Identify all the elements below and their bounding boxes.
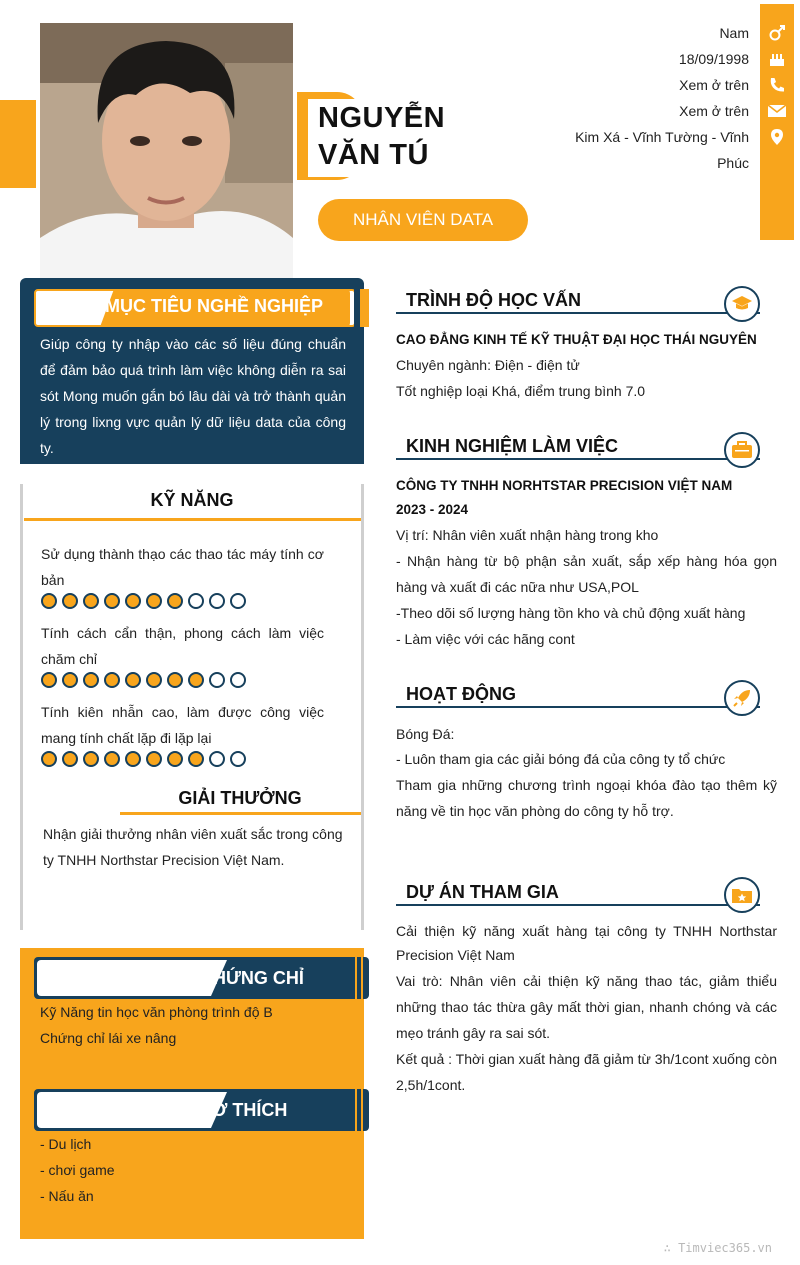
experience-duty: - Làm việc với các hãng cont: [396, 631, 575, 647]
experience-company: CÔNG TY TNHH NORHTSTAR PRECISION VIỆT NAM: [396, 478, 733, 493]
rating-dot-empty: [230, 672, 246, 688]
skill-label: Tính cách cẩn thận, phong cách làm việc chăm chỉ: [41, 625, 324, 667]
project-line: Vai trò: Nhân viên cải thiện kỹ năng thao tác, giảm thiểu những thao tác thừa gây mất thời gian, nhanh chóng và các mẹo tránh gây ra sai sót.: [396, 973, 777, 1041]
rating-dot-filled: [62, 672, 78, 688]
rating-dot-filled: [41, 593, 57, 609]
rating-dot-filled: [83, 593, 99, 609]
rating-dot-empty: [188, 593, 204, 609]
activities-title: HOẠT ĐỘNG: [406, 684, 516, 704]
profile-photo: [40, 23, 293, 278]
project-line: Kết quả : Thời gian xuất hàng đã giảm từ 3h/1cont xuống còn 2,5h/1cont.: [396, 1051, 777, 1093]
contact-icon-bar: [760, 4, 794, 240]
hobbies-header-bars: [355, 1089, 363, 1131]
contact-email: Xem ở trên: [679, 103, 749, 119]
awards-text: Nhận giải thưởng nhân viên xuất sắc trong công ty TNHH Northstar Precision Việt Nam.: [43, 826, 343, 868]
objective-header-bars: [351, 289, 369, 327]
certificate-item: Chứng chỉ lái xe nâng: [40, 1030, 177, 1046]
education-underline: [396, 312, 760, 314]
hobbies-title: SỞ THÍCH: [200, 1100, 288, 1120]
rating-dot-filled: [41, 672, 57, 688]
rating-dot-filled: [62, 593, 78, 609]
left-accent-bar: [0, 100, 36, 188]
rating-dot-filled: [146, 672, 162, 688]
rating-dot-empty: [230, 593, 246, 609]
experience-position: Vị trí: Nhân viên xuất nhận hàng trong kho: [396, 527, 659, 543]
briefcase-icon: [724, 432, 760, 468]
hobbies-header: [34, 1089, 369, 1131]
certificates-title: CHỨNG CHỈ: [200, 968, 304, 988]
rocket-icon: [724, 680, 760, 716]
gender-icon: [767, 20, 787, 46]
certificate-item: Kỹ Năng tin học văn phòng trình độ B: [40, 1004, 273, 1020]
email-icon: [767, 98, 787, 124]
rating-dot-filled: [188, 751, 204, 767]
activity-line: Tham gia những chương trình ngoại khóa đào tạo thêm kỹ năng về tin học văn phòng do công ty hỗ trợ.: [396, 777, 777, 819]
skill-label: Sử dụng thành thạo các thao tác máy tính cơ bản: [41, 546, 324, 588]
experience-period: 2023 - 2024: [396, 502, 469, 517]
rating-dot-filled: [83, 672, 99, 688]
skill-label: Tính kiên nhẫn cao, làm được công việc mang tính chất lặp đi lặp lại: [41, 704, 324, 746]
projects-title: DỰ ÁN THAM GIA: [406, 882, 559, 902]
rating-dot-filled: [104, 593, 120, 609]
rating-dot-filled: [167, 751, 183, 767]
certificates-header: [34, 957, 369, 999]
awards-underline: [120, 812, 361, 815]
awards-title: GIẢI THƯỞNG: [178, 788, 302, 808]
phone-icon: [767, 72, 787, 98]
hobby-item: - chơi game: [40, 1162, 115, 1178]
experience-duty: -Theo dõi số lượng hàng tồn kho và chủ động xuất hàng: [396, 605, 746, 621]
birthday-cake-icon: [767, 46, 787, 72]
contact-address: Kim Xá - Vĩnh Tường - Vĩnh Phúc: [575, 129, 749, 171]
star-folder-icon: [724, 877, 760, 913]
rating-dot-empty: [209, 672, 225, 688]
certificates-header-white: [37, 960, 227, 996]
rating-dot-filled: [146, 751, 162, 767]
skills-title: KỸ NĂNG: [150, 490, 234, 510]
education-grade: Tốt nghiệp loại Khá, điểm trung bình 7.0: [396, 383, 646, 399]
projects-underline: [396, 904, 760, 906]
skill-rating: [41, 593, 246, 609]
skill-rating: [41, 672, 246, 688]
rating-dot-filled: [188, 672, 204, 688]
rating-dot-empty: [230, 751, 246, 767]
contact-gender: Nam: [719, 25, 749, 41]
location-pin-icon: [767, 124, 787, 150]
name-line-2: VĂN TÚ: [318, 139, 429, 171]
rating-dot-filled: [41, 751, 57, 767]
rating-dot-empty: [209, 593, 225, 609]
rating-dot-filled: [62, 751, 78, 767]
name-line-1: NGUYỄN: [318, 102, 446, 134]
activity-line: Bóng Đá:: [396, 726, 455, 742]
job-title-pill: NHÂN VIÊN DATA: [318, 199, 528, 241]
skills-underline: [24, 518, 361, 521]
watermark: ∴ Timviec365.vn: [663, 1241, 772, 1255]
rating-dot-filled: [125, 751, 141, 767]
activity-line: - Luôn tham gia các giải bóng đá của công ty tổ chức: [396, 751, 726, 767]
rating-dot-empty: [209, 751, 225, 767]
education-major: Chuyên ngành: Điện - điện tử: [396, 357, 580, 373]
hobby-item: - Du lịch: [40, 1136, 92, 1152]
activities-underline: [396, 706, 760, 708]
hobbies-header-white: [37, 1092, 227, 1128]
rating-dot-filled: [146, 593, 162, 609]
project-line: Cải thiện kỹ năng xuất hàng tại công ty TNHH Northstar Precision Việt Nam: [396, 923, 777, 963]
hobby-item: - Nấu ăn: [40, 1188, 94, 1204]
objective-text: Giúp công ty nhập vào các số liệu đúng chuẩn để đảm bảo quá trình làm việc không diễn ra sai sót Mong muốn gắn bó lâu dài và trở thành quản lý trong lixng vực quản lý dữ liệu data của công ty.: [40, 336, 346, 456]
graduation-cap-icon: [724, 286, 760, 322]
objective-title: MỤC TIÊU NGHỀ NGHIỆP: [105, 296, 324, 316]
rating-dot-filled: [167, 672, 183, 688]
experience-underline: [396, 458, 760, 460]
candidate-name: [318, 100, 445, 174]
experience-title: KINH NGHIỆM LÀM VIỆC: [406, 436, 619, 456]
education-school: CAO ĐẲNG KINH TẾ KỸ THUẬT ĐẠI HỌC THÁI NGUYÊN: [396, 332, 757, 347]
certificates-header-bars: [355, 957, 363, 999]
contact-info: [559, 20, 749, 176]
contact-birthday: 18/09/1998: [678, 51, 749, 67]
rating-dot-filled: [125, 593, 141, 609]
rating-dot-filled: [83, 751, 99, 767]
rating-dot-filled: [104, 672, 120, 688]
rating-dot-filled: [167, 593, 183, 609]
rating-dot-filled: [104, 751, 120, 767]
experience-duty: - Nhận hàng từ bộ phận sản xuất, sắp xếp hàng hóa gọn hàng và xuất đi các nữa như USA,POL: [396, 553, 777, 595]
education-title: TRÌNH ĐỘ HỌC VẤN: [406, 290, 581, 310]
skill-rating: [41, 751, 246, 767]
rating-dot-filled: [125, 672, 141, 688]
contact-phone: Xem ở trên: [679, 77, 749, 93]
